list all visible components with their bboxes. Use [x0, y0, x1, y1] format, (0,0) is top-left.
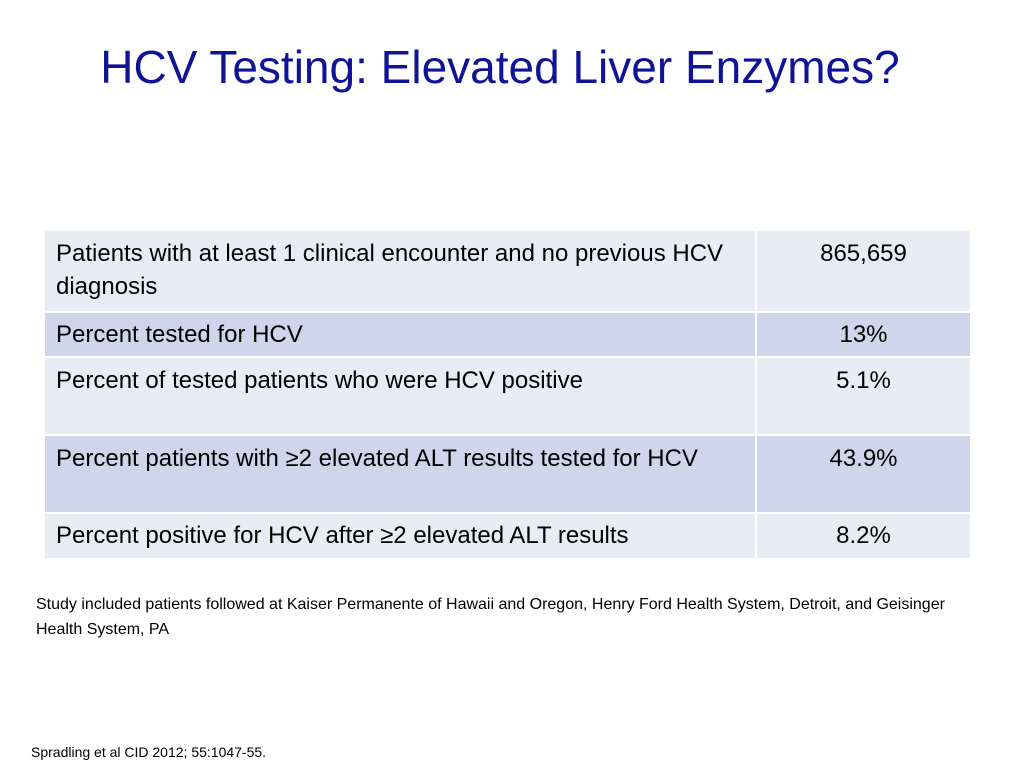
row-label: Percent patients with ≥2 elevated ALT results tested for HCV: [45, 436, 755, 512]
row-value: 43.9%: [757, 436, 970, 512]
citation: Spradling et al CID 2012; 55:1047-55.: [31, 744, 267, 760]
row-value: 865,659: [757, 231, 970, 311]
table-row: [45, 231, 970, 311]
table-row: [45, 514, 970, 558]
row-label: Percent of tested patients who were HCV positive: [45, 358, 755, 434]
row-value: 13%: [757, 313, 970, 356]
row-value: 8.2%: [757, 514, 970, 558]
row-label: Patients with at least 1 clinical encounter and no previous HCV diagnosis: [45, 231, 755, 311]
table-row: [45, 436, 970, 512]
study-note: Study included patients followed at Kaiser Permanente of Hawaii and Oregon, Henry Ford Health System, Detroit, and Geisinger Health System, PA: [36, 596, 945, 638]
table-row: [45, 358, 970, 434]
table-row: [45, 313, 970, 356]
results-table: [43, 229, 972, 560]
slide-title: HCV Testing: Elevated Liver Enzymes?: [100, 41, 900, 93]
row-label: Percent tested for HCV: [45, 313, 755, 356]
row-value: 5.1%: [757, 358, 970, 434]
row-label: Percent positive for HCV after ≥2 elevated ALT results: [45, 514, 755, 558]
